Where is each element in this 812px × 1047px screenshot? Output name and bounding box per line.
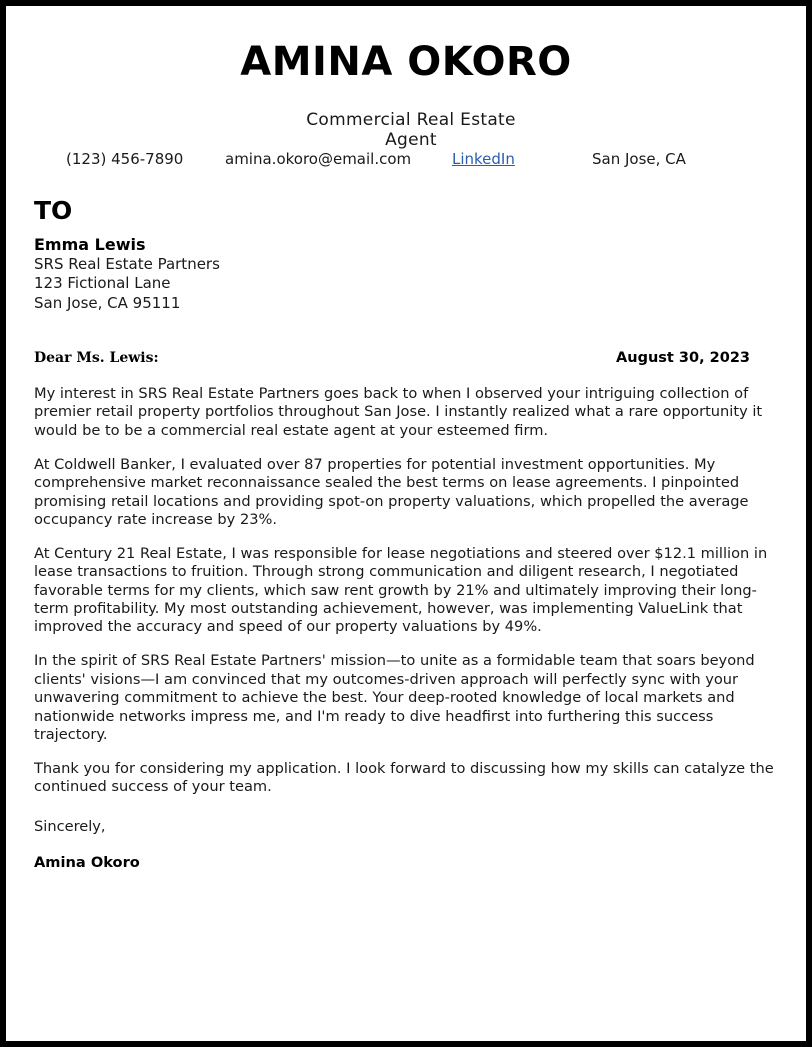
contact-location: San Jose, CA [592,150,686,168]
contact-phone: (123) 456-7890 [66,150,184,168]
body-paragraph-5: Thank you for considering my application. I look forward to discussing how my skills can catalyze the continued success of your team. [34,759,774,796]
letter-body [34,385,780,812]
recipient-block [34,235,220,313]
applicant-name: AMINA OKORO [240,39,572,85]
signature: Amina Okoro [34,854,140,871]
recipient-company: SRS Real Estate Partners [34,254,220,273]
job-title-line-1: Commercial Real Estate [306,110,516,130]
body-paragraph-4: In the spirit of SRS Real Estate Partners' mission—to unite as a formidable team that soars beyond clients' visions—I am convinced that my outcomes-driven approach will perfectly sync with your unwavering commitment to achieve the best. Your deep-rooted knowledge of local markets and nationwide networks impress me, and I'm ready to dive headfirst into furthering this success trajectory. [34,652,755,743]
job-title-line-2: Agent [385,130,437,150]
recipient-city: San Jose, CA 95111 [34,293,181,312]
salutation: Dear Ms. Lewis: [34,350,159,366]
closing: Sincerely, [34,818,106,835]
body-paragraph-3: At Century 21 Real Estate, I was responsible for lease negotiations and steered over $12.1 million in lease transactions to fruition. Through strong communication and diligent research, I negotiated favorable terms for my clients, which saw rent growth by 21% and ultimately improving their long-term profitability. My most outstanding achievement, however, was implementing ValueLink that improved the accuracy and speed of our property valuations by 49%. [34,544,768,636]
job-title [256,110,566,150]
recipient-name: Emma Lewis [34,235,146,254]
body-paragraph-2: At Coldwell Banker, I evaluated over 87 properties for potential investment opportunities. My comprehensive market reconnaissance sealed the best terms on lease agreements. I pinpointed promising retail locations and providing spot-on property valuations, which propelled the average occupancy rate increase by 23%. [34,455,749,528]
recipient-street: 123 Fictional Lane [34,274,171,292]
linkedin-link[interactable]: LinkedIn [452,150,515,168]
body-paragraph-1: My interest in SRS Real Estate Partners goes back to when I observed your intriguing collection of premier retail property portfolios throughout San Jose. I instantly realized what a rare opportunity it would be to be a commercial real estate agent at your esteemed firm. [34,385,763,439]
contact-email: amina.okoro@email.com [225,150,412,168]
to-heading: TO [34,196,73,225]
letter-date: August 30, 2023 [616,350,750,366]
